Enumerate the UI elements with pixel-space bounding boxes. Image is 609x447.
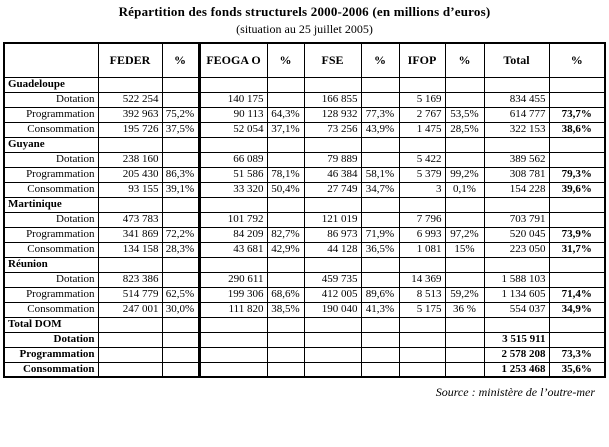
column-header: Total	[484, 43, 549, 77]
percent-cell: 71,9%	[361, 227, 399, 242]
amount-cell	[399, 362, 445, 377]
percent-cell: 64,3%	[267, 107, 304, 122]
percent-cell	[549, 152, 605, 167]
percent-cell	[549, 197, 605, 212]
amount-cell: 93 155	[98, 182, 162, 197]
amount-cell: 134 158	[98, 242, 162, 257]
row-label: Programmation	[4, 227, 98, 242]
percent-cell: 36 %	[445, 302, 484, 317]
amount-cell: 14 369	[399, 272, 445, 287]
amount-cell	[98, 347, 162, 362]
amount-cell: 101 792	[199, 212, 267, 227]
amount-cell	[98, 362, 162, 377]
percent-cell: 39,6%	[549, 182, 605, 197]
percent-cell	[445, 317, 484, 332]
region-label: Total DOM	[4, 317, 98, 332]
percent-cell: 73,3%	[549, 347, 605, 362]
amount-cell	[98, 257, 162, 272]
amount-cell: 834 455	[484, 92, 549, 107]
amount-cell	[399, 77, 445, 92]
row-label: Dotation	[4, 152, 98, 167]
table-row	[4, 287, 605, 302]
amount-cell: 6 993	[399, 227, 445, 242]
percent-cell: 38,5%	[267, 302, 304, 317]
column-header: FEDER	[98, 43, 162, 77]
amount-cell: 1 475	[399, 122, 445, 137]
column-header: %	[162, 43, 199, 77]
amount-cell: 33 320	[199, 182, 267, 197]
percent-cell: 71,4%	[549, 287, 605, 302]
amount-cell: 1 081	[399, 242, 445, 257]
row-label: Dotation	[4, 332, 98, 347]
percent-cell: 99,2%	[445, 167, 484, 182]
amount-cell	[399, 332, 445, 347]
percent-cell	[162, 92, 199, 107]
amount-cell: 5 422	[399, 152, 445, 167]
percent-cell: 39,1%	[162, 182, 199, 197]
amount-cell: 5 169	[399, 92, 445, 107]
region-label: Guadeloupe	[4, 77, 98, 92]
percent-cell	[267, 152, 304, 167]
amount-cell: 66 089	[199, 152, 267, 167]
percent-cell: 38,6%	[549, 122, 605, 137]
percent-cell	[267, 362, 304, 377]
percent-cell: 28,5%	[445, 122, 484, 137]
percent-cell: 35,6%	[549, 362, 605, 377]
amount-cell: 5 379	[399, 167, 445, 182]
percent-cell: 78,1%	[267, 167, 304, 182]
amount-cell: 90 113	[199, 107, 267, 122]
percent-cell	[361, 347, 399, 362]
amount-cell: 238 160	[98, 152, 162, 167]
amount-cell: 79 889	[304, 152, 361, 167]
percent-cell	[162, 272, 199, 287]
percent-cell	[267, 197, 304, 212]
percent-cell	[445, 332, 484, 347]
row-label: Programmation	[4, 107, 98, 122]
amount-cell	[98, 197, 162, 212]
amount-cell	[98, 332, 162, 347]
percent-cell: 59,2%	[445, 287, 484, 302]
percent-cell	[445, 212, 484, 227]
row-label: Consommation	[4, 302, 98, 317]
percent-cell	[267, 272, 304, 287]
amount-cell	[199, 77, 267, 92]
percent-cell	[361, 257, 399, 272]
column-header: FSE	[304, 43, 361, 77]
percent-cell	[267, 77, 304, 92]
amount-cell: 111 820	[199, 302, 267, 317]
table-row	[4, 257, 605, 272]
percent-cell: 58,1%	[361, 167, 399, 182]
percent-cell: 0,1%	[445, 182, 484, 197]
percent-cell: 42,9%	[267, 242, 304, 257]
amount-cell	[484, 257, 549, 272]
table-row	[4, 347, 605, 362]
row-label: Dotation	[4, 272, 98, 287]
percent-cell: 36,5%	[361, 242, 399, 257]
amount-cell	[304, 317, 361, 332]
amount-cell: 520 045	[484, 227, 549, 242]
amount-cell: 52 054	[199, 122, 267, 137]
percent-cell	[445, 257, 484, 272]
table-row	[4, 167, 605, 182]
amount-cell	[399, 197, 445, 212]
table-row	[4, 227, 605, 242]
structural-funds-table	[3, 42, 606, 378]
amount-cell	[399, 347, 445, 362]
table-body	[4, 77, 605, 377]
table-row	[4, 212, 605, 227]
percent-cell: 82,7%	[267, 227, 304, 242]
amount-cell: 8 513	[399, 287, 445, 302]
amount-cell	[199, 362, 267, 377]
amount-cell: 166 855	[304, 92, 361, 107]
percent-cell: 30,0%	[162, 302, 199, 317]
amount-cell: 84 209	[199, 227, 267, 242]
amount-cell	[199, 137, 267, 152]
amount-cell	[304, 347, 361, 362]
amount-cell	[304, 197, 361, 212]
amount-cell: 247 001	[98, 302, 162, 317]
amount-cell: 2 767	[399, 107, 445, 122]
percent-cell	[361, 272, 399, 287]
amount-cell: 823 386	[98, 272, 162, 287]
percent-cell	[445, 272, 484, 287]
row-label: Dotation	[4, 92, 98, 107]
column-header: %	[267, 43, 304, 77]
percent-cell: 62,5%	[162, 287, 199, 302]
amount-cell: 86 973	[304, 227, 361, 242]
amount-cell: 46 384	[304, 167, 361, 182]
percent-cell	[162, 197, 199, 212]
amount-cell: 308 781	[484, 167, 549, 182]
amount-cell: 514 779	[98, 287, 162, 302]
amount-cell	[199, 332, 267, 347]
percent-cell: 34,7%	[361, 182, 399, 197]
percent-cell	[549, 317, 605, 332]
row-label: Consommation	[4, 242, 98, 257]
percent-cell: 77,3%	[361, 107, 399, 122]
percent-cell	[361, 212, 399, 227]
row-label: Consommation	[4, 362, 98, 377]
amount-cell: 2 578 208	[484, 347, 549, 362]
percent-cell	[162, 347, 199, 362]
percent-cell	[445, 92, 484, 107]
page-title: Répartition des fonds structurels 2000-2006 (en millions d’euros)	[118, 4, 491, 19]
amount-cell	[98, 137, 162, 152]
page-subtitle: (situation au 25 juillet 2005)	[236, 22, 373, 36]
amount-cell: 7 796	[399, 212, 445, 227]
source-note: Source : ministère de l’outre-mer	[435, 385, 595, 399]
table-row	[4, 152, 605, 167]
table-row	[4, 302, 605, 317]
percent-cell	[445, 362, 484, 377]
row-label: Dotation	[4, 212, 98, 227]
amount-cell: 341 869	[98, 227, 162, 242]
percent-cell	[549, 332, 605, 347]
percent-cell: 53,5%	[445, 107, 484, 122]
percent-cell	[445, 347, 484, 362]
percent-cell	[267, 212, 304, 227]
percent-cell: 34,9%	[549, 302, 605, 317]
amount-cell: 27 749	[304, 182, 361, 197]
percent-cell: 73,9%	[549, 227, 605, 242]
amount-cell	[199, 317, 267, 332]
percent-cell	[549, 77, 605, 92]
table-row	[4, 332, 605, 347]
amount-cell: 522 254	[98, 92, 162, 107]
table-row	[4, 107, 605, 122]
amount-cell: 205 430	[98, 167, 162, 182]
column-header: %	[549, 43, 605, 77]
region-label: Guyane	[4, 137, 98, 152]
amount-cell	[304, 77, 361, 92]
corner-header-cell	[4, 43, 98, 77]
amount-cell: 3	[399, 182, 445, 197]
percent-cell: 15%	[445, 242, 484, 257]
amount-cell: 51 586	[199, 167, 267, 182]
column-header: %	[361, 43, 399, 77]
amount-cell	[399, 137, 445, 152]
row-label: Programmation	[4, 167, 98, 182]
amount-cell	[199, 257, 267, 272]
amount-cell	[304, 257, 361, 272]
amount-cell: 5 175	[399, 302, 445, 317]
percent-cell	[162, 257, 199, 272]
amount-cell	[304, 362, 361, 377]
percent-cell: 50,4%	[267, 182, 304, 197]
amount-cell: 73 256	[304, 122, 361, 137]
percent-cell	[445, 197, 484, 212]
amount-cell	[98, 317, 162, 332]
amount-cell: 459 735	[304, 272, 361, 287]
amount-cell: 3 515 911	[484, 332, 549, 347]
table-row	[4, 122, 605, 137]
column-header: FEOGA O	[199, 43, 267, 77]
percent-cell	[162, 152, 199, 167]
amount-cell	[199, 197, 267, 212]
percent-cell: 72,2%	[162, 227, 199, 242]
percent-cell	[361, 77, 399, 92]
amount-cell	[484, 137, 549, 152]
amount-cell: 1 588 103	[484, 272, 549, 287]
column-header: IFOP	[399, 43, 445, 77]
table-row	[4, 77, 605, 92]
percent-cell	[267, 137, 304, 152]
region-label: Réunion	[4, 257, 98, 272]
percent-cell	[361, 197, 399, 212]
table-row	[4, 272, 605, 287]
table-row	[4, 137, 605, 152]
percent-cell	[267, 332, 304, 347]
percent-cell	[267, 347, 304, 362]
amount-cell: 44 128	[304, 242, 361, 257]
percent-cell: 37,1%	[267, 122, 304, 137]
amount-cell: 392 963	[98, 107, 162, 122]
percent-cell	[361, 332, 399, 347]
percent-cell	[445, 77, 484, 92]
percent-cell	[267, 92, 304, 107]
amount-cell	[399, 317, 445, 332]
amount-cell: 412 005	[304, 287, 361, 302]
percent-cell	[361, 362, 399, 377]
row-label: Programmation	[4, 287, 98, 302]
percent-cell: 89,6%	[361, 287, 399, 302]
percent-cell: 41,3%	[361, 302, 399, 317]
percent-cell: 79,3%	[549, 167, 605, 182]
amount-cell	[399, 257, 445, 272]
percent-cell	[361, 317, 399, 332]
percent-cell	[361, 152, 399, 167]
table-header-row	[4, 43, 605, 77]
percent-cell: 28,3%	[162, 242, 199, 257]
amount-cell: 1 134 605	[484, 287, 549, 302]
amount-cell: 190 040	[304, 302, 361, 317]
percent-cell	[267, 257, 304, 272]
amount-cell: 195 726	[98, 122, 162, 137]
amount-cell	[304, 332, 361, 347]
table-row	[4, 182, 605, 197]
table-row	[4, 92, 605, 107]
amount-cell: 140 175	[199, 92, 267, 107]
amount-cell	[98, 77, 162, 92]
amount-cell: 473 783	[98, 212, 162, 227]
amount-cell: 703 791	[484, 212, 549, 227]
percent-cell: 37,5%	[162, 122, 199, 137]
percent-cell: 75,2%	[162, 107, 199, 122]
percent-cell	[549, 137, 605, 152]
row-label: Consommation	[4, 182, 98, 197]
amount-cell: 121 019	[304, 212, 361, 227]
row-label: Programmation	[4, 347, 98, 362]
amount-cell: 1 253 468	[484, 362, 549, 377]
amount-cell: 290 611	[199, 272, 267, 287]
amount-cell	[484, 77, 549, 92]
percent-cell	[549, 272, 605, 287]
amount-cell: 199 306	[199, 287, 267, 302]
table-row	[4, 242, 605, 257]
percent-cell	[361, 92, 399, 107]
percent-cell: 97,2%	[445, 227, 484, 242]
percent-cell	[162, 362, 199, 377]
percent-cell	[445, 152, 484, 167]
amount-cell: 223 050	[484, 242, 549, 257]
amount-cell: 43 681	[199, 242, 267, 257]
percent-cell	[445, 137, 484, 152]
region-label: Martinique	[4, 197, 98, 212]
amount-cell: 322 153	[484, 122, 549, 137]
percent-cell	[162, 332, 199, 347]
percent-cell	[549, 212, 605, 227]
percent-cell	[549, 257, 605, 272]
percent-cell	[162, 317, 199, 332]
percent-cell: 86,3%	[162, 167, 199, 182]
percent-cell: 43,9%	[361, 122, 399, 137]
column-header: %	[445, 43, 484, 77]
amount-cell: 389 562	[484, 152, 549, 167]
percent-cell: 68,6%	[267, 287, 304, 302]
percent-cell	[361, 137, 399, 152]
amount-cell: 154 228	[484, 182, 549, 197]
amount-cell: 128 932	[304, 107, 361, 122]
table-row	[4, 362, 605, 377]
percent-cell: 31,7%	[549, 242, 605, 257]
amount-cell	[199, 347, 267, 362]
percent-cell	[267, 317, 304, 332]
amount-cell	[484, 197, 549, 212]
amount-cell	[304, 137, 361, 152]
table-row	[4, 197, 605, 212]
amount-cell	[484, 317, 549, 332]
row-label: Consommation	[4, 122, 98, 137]
percent-cell	[549, 92, 605, 107]
percent-cell	[162, 137, 199, 152]
amount-cell: 614 777	[484, 107, 549, 122]
percent-cell: 73,7%	[549, 107, 605, 122]
percent-cell	[162, 77, 199, 92]
amount-cell: 554 037	[484, 302, 549, 317]
percent-cell	[162, 212, 199, 227]
table-row	[4, 317, 605, 332]
